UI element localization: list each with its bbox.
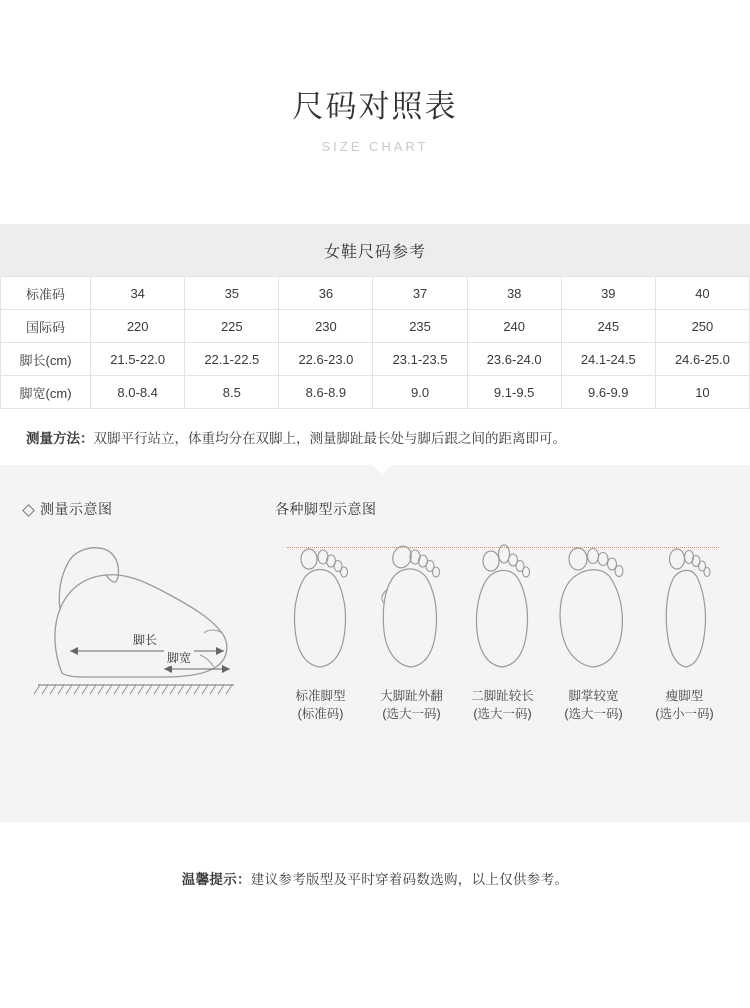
table-cell: 23.6-24.0 [467, 343, 561, 376]
table-cell: 230 [279, 310, 373, 343]
table-cell: 21.5-22.0 [91, 343, 185, 376]
table-cell: 225 [185, 310, 279, 343]
table-cell: 220 [91, 310, 185, 343]
footer-tip [0, 868, 750, 888]
foot-type-item [366, 533, 457, 723]
table-cell: 8.5 [185, 376, 279, 409]
page-title: 尺码对照表 [292, 89, 458, 124]
table-row [1, 277, 750, 310]
length-label: 脚长 [130, 631, 160, 648]
table-cell: 9.0 [373, 376, 467, 409]
foot-type-name: 标准脚型 [295, 689, 346, 704]
foot-type-name: 大脚趾外翻 [380, 689, 443, 704]
diamond-icon [22, 504, 35, 517]
table-cell: 9.1-9.5 [467, 376, 561, 409]
size-table-caption: 女鞋尺码参考 [0, 224, 750, 276]
table-cell: 36 [279, 277, 373, 310]
foot-type-name: 瘦脚型 [665, 689, 704, 704]
foot-type-name: 脚掌较宽 [568, 689, 619, 704]
foot-side-diagram [24, 533, 239, 733]
page-header [0, 0, 750, 154]
foot-type-name: 二脚趾较长 [471, 689, 534, 704]
table-cell: 8.6-8.9 [279, 376, 373, 409]
table-cell: 9.6-9.9 [561, 376, 655, 409]
measure-note [0, 409, 750, 465]
diagram-panel [0, 465, 750, 822]
table-cell: 39 [561, 277, 655, 310]
table-cell: 22.1-22.5 [185, 343, 279, 376]
table-cell: 24.6-25.0 [655, 343, 749, 376]
table-cell: 35 [185, 277, 279, 310]
measure-diagram-title-text: 测量示意图 [40, 501, 113, 518]
page-subtitle: SIZE CHART [321, 139, 429, 155]
table-cell: 37 [373, 277, 467, 310]
table-cell: 22.6-23.0 [279, 343, 373, 376]
foot-type-advice: (标准码) [297, 707, 344, 722]
row-label: 脚宽(cm) [1, 376, 91, 409]
table-cell: 10 [655, 376, 749, 409]
table-row [1, 376, 750, 409]
measure-diagram-title [24, 499, 259, 519]
foot-type-advice: (选小一码) [655, 707, 714, 722]
table-cell: 245 [561, 310, 655, 343]
foot-type-advice: (选大一码) [382, 707, 441, 722]
table-cell: 40 [655, 277, 749, 310]
foot-type-illustration [457, 533, 548, 679]
foot-types-row [275, 533, 730, 723]
panel-notch [372, 465, 392, 474]
measure-diagram-section [24, 499, 259, 733]
foot-type-illustration [548, 533, 639, 679]
foot-type-illustration [366, 533, 457, 679]
row-label: 脚长(cm) [1, 343, 91, 376]
foot-types-title: 各种脚型示意图 [275, 501, 377, 518]
size-table-section [0, 224, 750, 409]
row-label: 国际码 [1, 310, 91, 343]
foot-types-section [259, 499, 730, 733]
size-table [0, 276, 750, 409]
measure-note-text: 双脚平行站立，体重均分在双脚上，测量脚趾最长处与脚后跟之间的距离即可。 [93, 431, 566, 447]
table-cell: 38 [467, 277, 561, 310]
footer-tip-label: 温馨提示： [181, 872, 251, 888]
table-row [1, 343, 750, 376]
row-label: 标准码 [1, 277, 91, 310]
foot-type-advice: (选大一码) [473, 707, 532, 722]
foot-type-item [639, 533, 730, 723]
foot-type-illustration [639, 533, 730, 679]
table-row [1, 310, 750, 343]
foot-type-illustration [275, 533, 366, 679]
table-cell: 250 [655, 310, 749, 343]
table-cell: 240 [467, 310, 561, 343]
table-cell: 8.0-8.4 [91, 376, 185, 409]
table-cell: 23.1-23.5 [373, 343, 467, 376]
width-label: 脚宽 [164, 649, 194, 666]
foot-type-item [548, 533, 639, 723]
measure-note-label: 测量方法： [26, 431, 94, 447]
foot-type-advice: (选大一码) [564, 707, 623, 722]
table-cell: 235 [373, 310, 467, 343]
table-cell: 24.1-24.5 [561, 343, 655, 376]
table-cell: 34 [91, 277, 185, 310]
foot-type-item [457, 533, 548, 723]
foot-type-item [275, 533, 366, 723]
footer-tip-text: 建议参考版型及平时穿着码数选购，以上仅供参考。 [250, 872, 569, 888]
